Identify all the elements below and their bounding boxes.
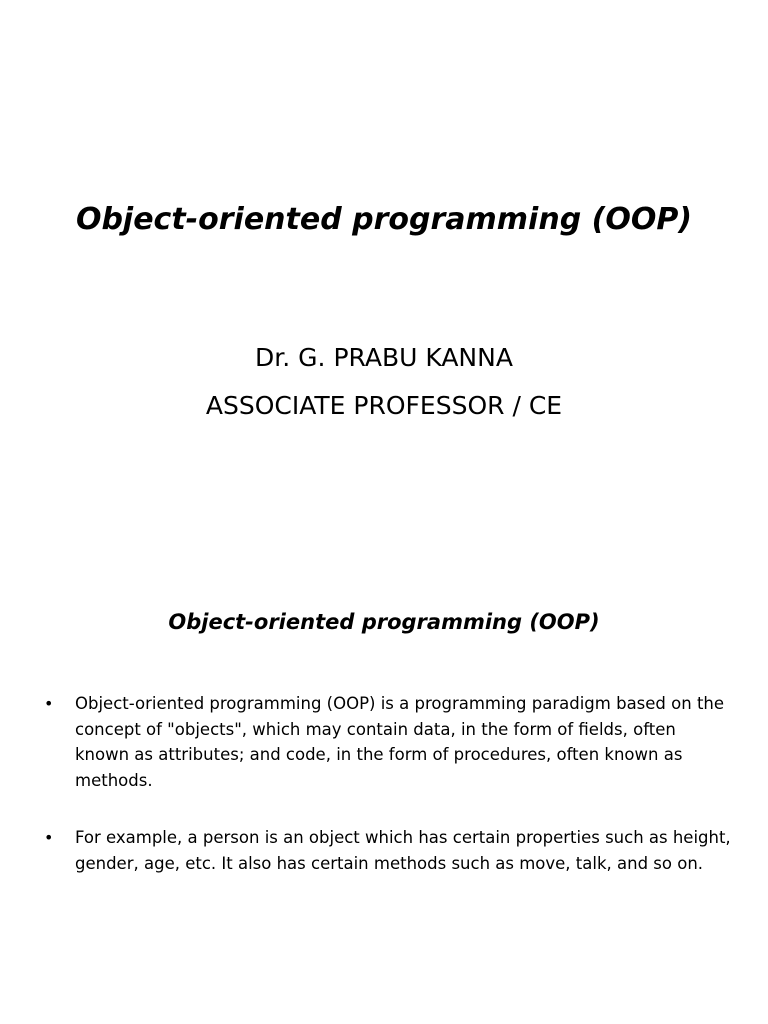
content-slide	[0, 512, 768, 1024]
bullet-item	[42, 825, 732, 876]
bullet-text: For example, a person is an object which has certain properties such as height, gender, age, etc. It also has certain methods such as move, talk, and so on.	[75, 828, 731, 873]
bullet-text: Object-oriented programming (OOP) is a programming paradigm based on the concept of "objects", which may contain data, in the form of fields, often known as attributes; and code, in the form of procedures, often known as methods.	[75, 694, 725, 790]
content-slide-title: Object-oriented programming (OOP)	[168, 610, 600, 634]
bullet-item	[42, 691, 732, 793]
author-block	[0, 334, 768, 430]
bullet-icon: •	[44, 694, 54, 713]
slide-title: Object-oriented programming (OOP)	[75, 202, 693, 237]
bullet-icon: •	[44, 828, 54, 847]
author-role: ASSOCIATE PROFESSOR / CE	[205, 391, 563, 420]
bullet-list	[42, 691, 732, 908]
author-name: Dr. G. PRABU KANNA	[255, 343, 513, 372]
